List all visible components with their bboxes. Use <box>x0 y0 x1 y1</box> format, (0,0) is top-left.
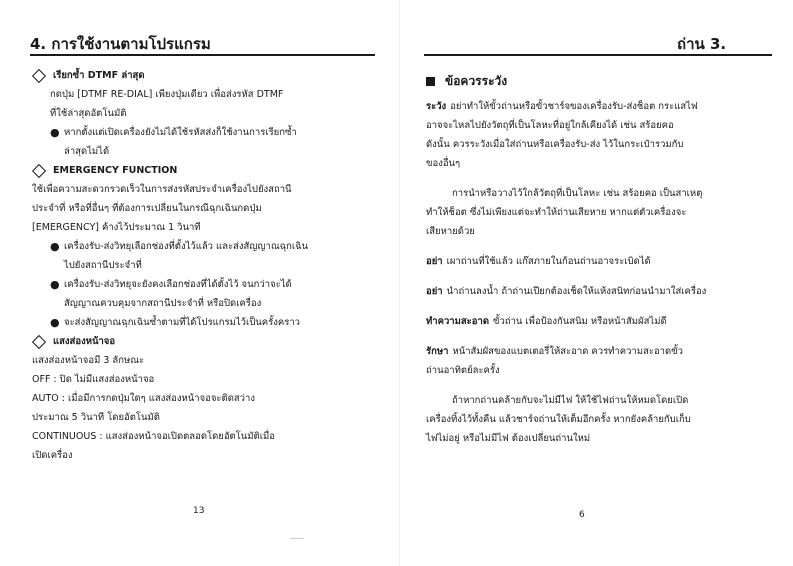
caution-line: ของอื่นๆ <box>426 158 461 169</box>
option-line <box>32 370 392 389</box>
caution-line: ไฟไม่อยู่ หรือไม่มีไฟ ต้องเปลี่ยนถ่านใหม่ <box>426 433 591 444</box>
option-text: เมื่อมีการกดปุ่มใดๆ แสงส่องหน้าจอจะติดสว่าง <box>67 393 255 404</box>
diamond-bullet-icon <box>32 163 46 177</box>
caution-term: อย่า <box>426 286 443 297</box>
caution-text: อย่าทำให้ขั้วถ่านหรือขั้วชาร์จของเครื่องรับ-ส่งช็อต กระแสไฟ <box>450 101 698 112</box>
body-line: แสงส่องหน้าจอมี 3 ลักษณะ <box>32 355 145 366</box>
caution-line: อาจจะไหลไปยังวัตถุที่เป็นโลหะที่อยู่ใกล้เคียงได้ เช่น สร้อยคอ <box>426 120 674 131</box>
left-header-title: 4. การใช้งานตามโปรแกรม <box>30 35 211 53</box>
bullet-item <box>32 237 392 275</box>
bullet-line: เครื่องรับ-ส่งวิทยุเลือกช่องที่ตั้งไว้แล้ว และส่งสัญญาณฉุกเฉิน <box>64 241 309 252</box>
bullet-line: ล่าสุดไม่ได้ <box>64 146 110 157</box>
caution-term: ทำความสะอาด <box>426 316 489 327</box>
caution-text: เผาถ่านที่ใช้แล้ว แก๊สภายในก้อนถ่านอาจระเบิดได้ <box>446 256 651 267</box>
caution-term: อย่า <box>426 256 443 267</box>
bullet-line: หากตั้งแต่เปิดเครื่องยังไม่ได้ใช้รหัสส่งก็ใช้งานการเรียกซ้ำ <box>64 127 297 138</box>
bullet-dot-icon: ● <box>50 278 60 291</box>
right-page-number: 6 <box>579 510 585 520</box>
right-header-title: ถ่าน 3. <box>677 35 727 53</box>
option-line <box>32 446 392 465</box>
option-label: CONTINUOUS : <box>32 431 103 442</box>
caution-line <box>426 342 786 361</box>
option-text: ประมาณ 5 วินาที โดยอัตโนมัติ <box>32 412 160 423</box>
section-heading-backlight <box>32 332 392 351</box>
bullet-line: ไปยังสถานีประจำที่ <box>64 260 142 271</box>
section-title: แสงส่องหน้าจอ <box>53 336 116 347</box>
cautions-heading <box>426 72 786 91</box>
option-line <box>32 389 392 408</box>
bullet-line: สัญญาณควบคุมจากสถานีประจำที่ หรือปิดเครื่อง <box>64 298 262 309</box>
caution-text: หน้าสัมผัสของแบตเตอรี่ให้สะอาด ควรทำความสะอาดขั้ว <box>452 346 683 357</box>
caution-line: ถ้าหากถ่านคล้ายกับจะไม่มีไฟ ให้ใช้ไฟถ่านให้หมดโดยเปิด <box>452 395 689 406</box>
option-text: ปิด ไม่มีแสงส่องหน้าจอ <box>59 374 155 385</box>
caution-line: การนำหรือวางไว้ใกล้วัตถุที่เป็นโลหะ เช่น สร้อยคอ เป็นสาเหตุ <box>452 188 703 199</box>
caution-line <box>426 282 786 301</box>
caution-term: รักษา <box>426 346 449 357</box>
bullet-line: เครื่องรับ-ส่งวิทยุจะยังคงเลือกช่องที่ได้ตั้งไว้ จนกว่าจะได้ <box>64 279 292 290</box>
section-heading-dtmf <box>32 66 392 85</box>
option-label: AUTO : <box>32 393 65 404</box>
diamond-bullet-icon <box>32 68 46 82</box>
caution-text: ขั้วถ่าน เพื่อป้องกันสนิม หรือหน้าสัมผัสไม่ดี <box>493 316 667 327</box>
option-text: แสงส่องหน้าจอเปิดตลอดโดยอัตโนมัติเมื่อ <box>105 431 275 442</box>
section-title: EMERGENCY FUNCTION <box>53 165 178 176</box>
caution-line: เสียหายด้วย <box>426 226 475 237</box>
body-line: ใช้เพื่อความสะดวกรวดเร็วในการส่งรหัสประจำเครื่องไปยังสถานี <box>32 184 292 195</box>
caution-line: ดังนั้น ควรระวังเมื่อใส่ถ่านหรือเครื่องรับ-ส่ง ไว้ในกระเป๋ารวมกับ <box>426 139 684 150</box>
left-header-rule <box>30 54 375 56</box>
bullet-dot-icon: ● <box>50 240 60 253</box>
bullet-item <box>32 123 392 161</box>
caution-line <box>426 312 786 331</box>
caution-term: ระวัง <box>426 101 447 112</box>
section-title: เรียกซ้ำ DTMF ล่าสุด <box>53 70 145 81</box>
option-label: OFF : <box>32 374 57 385</box>
diamond-bullet-icon <box>32 334 46 348</box>
option-line <box>32 427 392 446</box>
caution-line <box>426 97 786 116</box>
right-page <box>404 0 793 566</box>
bullet-line: จะส่งสัญญาณฉุกเฉินซ้ำตามที่ได้โปรแกรมไว้เป็นครั้งคราว <box>64 317 301 328</box>
bullet-dot-icon: ● <box>50 126 60 139</box>
caution-line: ทำให้ช็อต ซึ่งไม่เพียงแต่จะทำให้ถ่านเสียหาย หากแต่ตัวเครื่องจะ <box>426 207 687 218</box>
option-text: เปิดเครื่อง <box>32 450 73 461</box>
section-heading-emergency <box>32 161 392 180</box>
right-content <box>426 72 786 448</box>
body-line: ที่ใช้ล่าสุดอัตโนมัติ <box>50 108 127 119</box>
body-line: [EMERGENCY] ค้างไว้ประมาณ 1 วินาที <box>32 222 201 233</box>
body-line: ประจำที่ หรือที่อื่นๆ ที่ต้องการเปลี่ยนในกรณีฉุกเฉินกดปุ่ม <box>32 203 262 214</box>
bullet-item <box>32 275 392 313</box>
bullet-item <box>32 313 392 332</box>
caution-line: เครื่องทิ้งไว้ทั้งคืน แล้วชาร์จถ่านให้เต็มอีกครั้ง หากยังคล้ายกับเก็บ <box>426 414 691 425</box>
option-line <box>32 408 392 427</box>
caution-line: ถ่านอาทิตย์ละครั้ง <box>426 365 500 376</box>
left-page-number: 13 <box>193 506 205 516</box>
body-line: กดปุ่ม [DTMF RE-DIAL] เพียงปุ่มเดียว เพื่อส่งรหัส DTMF <box>50 89 284 100</box>
square-bullet-icon <box>426 77 435 86</box>
caution-line <box>426 252 786 271</box>
left-content <box>32 66 392 465</box>
bullet-dot-icon: ● <box>50 316 60 329</box>
cautions-title: ข้อควรระวัง <box>445 74 508 88</box>
right-header-rule <box>424 54 772 56</box>
scan-artifact <box>290 538 304 539</box>
caution-text: นำถ่านลงน้ำ ถ้าถ่านเปียกต้องเช็ดให้แห้งสนิทก่อนนำมาใส่เครื่อง <box>446 286 707 297</box>
